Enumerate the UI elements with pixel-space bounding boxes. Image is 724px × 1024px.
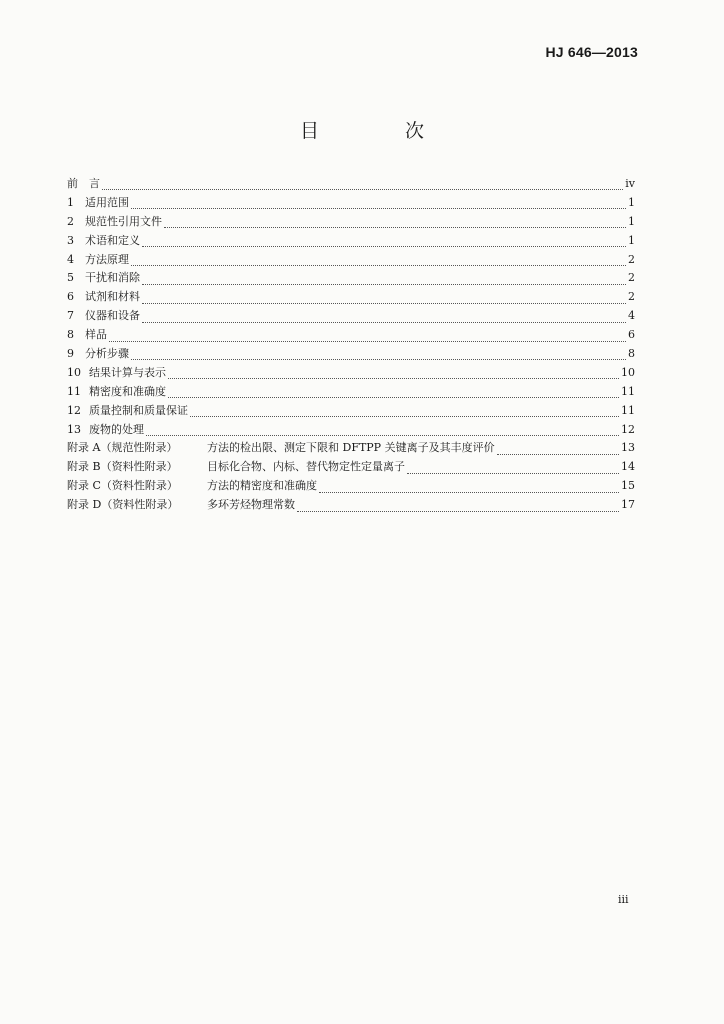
toc-entry-page: 1 (628, 195, 635, 209)
toc-entry-title: 质量控制和质量保证 (89, 403, 188, 417)
leader-dots (142, 313, 626, 323)
toc-entry-9[interactable] (67, 345, 635, 364)
leader-dots (131, 256, 626, 266)
toc-entry-page: 11 (621, 403, 635, 417)
toc-entry-page: 4 (628, 309, 635, 323)
appendix-label: 附录 B（资料性附录） (67, 460, 178, 474)
toc-entry-page: 1 (628, 214, 635, 228)
toc-entry-number: 6 (67, 290, 74, 304)
toc-appendix-c[interactable] (67, 477, 635, 496)
appendix-page: 13 (621, 441, 635, 455)
appendix-label: 附录 A（规范性附录） (67, 441, 178, 455)
toc-appendix-b[interactable] (67, 458, 635, 477)
toc-entry-5[interactable] (67, 269, 635, 288)
toc-entry-title: 废物的处理 (89, 422, 144, 436)
appendix-title: 方法的精密度和准确度 (207, 479, 317, 493)
toc-entry-title: 干扰和消除 (85, 271, 140, 285)
toc-entry-title: 前 言 (67, 177, 100, 190)
toc-entry-title: 精密度和准确度 (89, 384, 166, 398)
appendix-title: 多环芳烃物理常数 (207, 498, 295, 512)
leader-dots (168, 388, 619, 398)
toc-entry-4[interactable] (67, 251, 635, 270)
toc-entry-8[interactable] (67, 326, 635, 345)
leader-dots (190, 407, 619, 417)
toc-entry-foreword[interactable] (67, 175, 635, 194)
toc-entry-number: 3 (67, 233, 74, 247)
appendix-label: 附录 D（资料性附录） (67, 498, 179, 512)
toc-entry-number: 12 (67, 403, 81, 417)
toc-entry-number: 10 (67, 365, 81, 379)
appendix-page: 17 (621, 498, 635, 512)
toc-entry-number: 11 (67, 384, 81, 398)
toc-entry-page: 6 (628, 328, 635, 342)
appendix-page: 15 (621, 479, 635, 493)
toc-entry-title: 术语和定义 (85, 233, 140, 247)
leader-dots (407, 464, 619, 474)
toc-entry-page: 2 (628, 271, 635, 285)
toc-entry-title: 规范性引用文件 (85, 214, 162, 228)
toc-entry-page: 12 (621, 422, 635, 436)
toc-entry-11[interactable] (67, 383, 635, 402)
leader-dots (319, 483, 619, 493)
toc-entry-title: 样品 (85, 328, 107, 342)
toc-appendix-a[interactable] (67, 439, 635, 458)
leader-dots (142, 275, 626, 285)
leader-dots (142, 237, 626, 247)
appendix-page: 14 (621, 460, 635, 474)
leader-dots (131, 199, 626, 209)
toc-entry-page: 1 (628, 233, 635, 247)
toc-entry-page: 11 (621, 384, 635, 398)
toc-entry-page: 10 (621, 365, 635, 379)
appendix-title: 目标化合物、内标、替代物定性定量离子 (207, 460, 405, 474)
toc-entry-title: 分析步骤 (85, 347, 129, 361)
leader-dots (109, 332, 626, 342)
toc-entry-3[interactable] (67, 232, 635, 251)
leader-dots (146, 426, 619, 436)
toc-entry-title: 试剂和材料 (85, 290, 140, 304)
toc-entry-13[interactable] (67, 421, 635, 440)
toc-entry-number: 2 (67, 214, 74, 228)
leader-dots (297, 502, 619, 512)
toc-entry-page: 2 (628, 252, 635, 266)
toc-entry-7[interactable] (67, 307, 635, 326)
leader-dots (497, 445, 619, 455)
toc-entry-title: 适用范围 (85, 195, 129, 209)
toc-entry-page: 2 (628, 290, 635, 304)
leader-dots (102, 180, 623, 190)
toc-entry-number: 7 (67, 309, 74, 323)
toc-entry-page: iv (625, 177, 635, 190)
appendix-title: 方法的检出限、测定下限和 DFTPP 关键离子及其丰度评价 (207, 441, 495, 455)
toc-entry-2[interactable] (67, 213, 635, 232)
standard-code: HJ 646—2013 (545, 44, 638, 60)
leader-dots (168, 369, 619, 379)
toc-entry-number: 1 (67, 195, 74, 209)
appendix-label: 附录 C（资料性附录） (67, 479, 178, 493)
leader-dots (142, 294, 626, 304)
toc-entry-number: 9 (67, 347, 74, 361)
toc-title: 目 次 (299, 120, 465, 142)
toc-entry-title: 仪器和设备 (85, 309, 140, 323)
page-number: iii (618, 893, 629, 906)
toc-appendix-d[interactable] (67, 496, 635, 515)
toc-entry-number: 8 (67, 328, 74, 342)
table-of-contents (67, 175, 635, 515)
toc-entry-10[interactable] (67, 364, 635, 383)
toc-entry-12[interactable] (67, 402, 635, 421)
toc-entry-number: 4 (67, 252, 74, 266)
toc-entry-number: 13 (67, 422, 81, 436)
toc-entry-page: 8 (628, 347, 635, 361)
toc-entry-title: 方法原理 (85, 252, 129, 266)
toc-entry-number: 5 (67, 271, 74, 285)
toc-entry-6[interactable] (67, 288, 635, 307)
toc-entry-1[interactable] (67, 194, 635, 213)
toc-entry-title: 结果计算与表示 (89, 365, 166, 379)
leader-dots (131, 350, 626, 360)
leader-dots (164, 218, 626, 228)
